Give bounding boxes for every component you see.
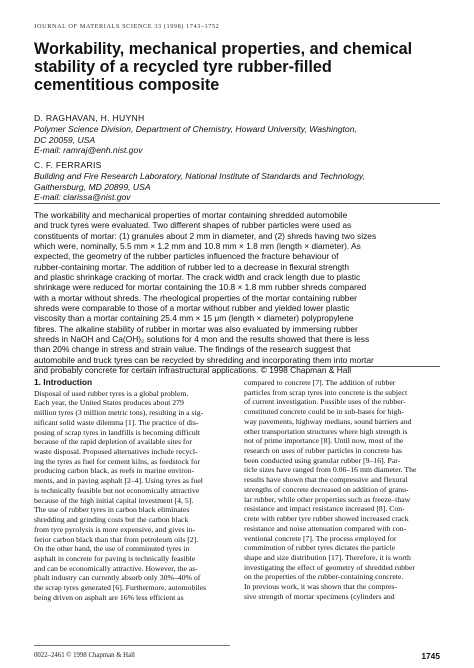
abstract-line: and probably concrete for certain infrastructural applications. © 1998 Chapman & Hall [34,365,352,376]
body-line: research on uses of rubber particles in concrete has [244,446,402,456]
body-line: ferior carbon black than that from petroleum oils [2]. [34,534,199,544]
body-line: compared to concrete [7]. The addition of rubber [244,378,396,387]
body-line: of current investigation. Possible uses of the rubber- [244,397,406,407]
abstract-line: shreds in NaOH and Ca(OH)₂ solutions for 4 mon and the results showed that there is less [34,334,370,345]
body-line: million tyres (3 million metric tons), resulting in a sig- [34,408,204,418]
body-line: constituted concrete could be in sub-bases for high- [244,407,404,417]
author-group [34,160,440,203]
paper-title [34,40,440,94]
body-line: Each year, the United States produces about 279 [34,398,184,408]
body-line: posing of scrap tyres in landfills is becoming difficult [34,427,201,437]
body-line: and can be economically attractive. However, the as- [34,563,198,573]
section-heading: 1. Introduction [34,377,93,387]
abstract-line: shrinkage were reduced for mortar containing the 10.8 × 1.8 mm rubber shreds compared [34,282,367,293]
author-group [34,113,440,156]
abstract-top-rule [34,203,440,204]
footer-rule [34,645,230,646]
author-affiliation: Building and Fire Research Laboratory, National Institute of Standards and Technology, [34,171,365,182]
abstract-line: constituents of mortar: (1) granules about 2 mm in diameter, and (2) shreds having two sizes [34,230,377,241]
body-line: because of the high initial capital investment [4, 5]. [34,495,194,505]
abstract-line: fibres. The alkaline stability of rubber in mortar was also evaluated by immersing rubber [34,323,358,334]
abstract-line: and plastic shrinkage cracking of mortar. The crack width and crack length due to plastic [34,272,361,283]
author-email: E-mail: ramraj@enh.nist.gov [34,145,143,156]
abstract-line: shreds were comparable to those of a mortar without rubber and yielded lower plastic [34,303,350,314]
title-line: cementitious composite [34,76,220,94]
author-affiliation: Polymer Science Division, Department of Chemistry, Howard University, Washington, [34,124,357,135]
body-column-right [244,378,440,602]
body-line: asphalt in concrete for paving is technically feasible [34,553,196,563]
body-line: on the properties of the rubber-containing concrete. [244,572,404,582]
abstract-line: viscosity than a mortar containing 25.4 mm × 15 μm (length × diameter) polypropylene [34,313,354,324]
body-line: ments, and in paving asphalt [2–4]. Using tyres as fuel [34,476,203,486]
page-number: 1745 [421,651,440,661]
body-line: being driven on asphalt are 16% less efficient as [34,592,184,602]
body-line: Disposal of used rubber tyres is a global problem. [34,388,189,398]
body-line: particles from scrap tyres into concrete is the subject [244,387,408,397]
abstract-line: which were, nominally, 5.5 mm × 1.2 mm and 10.8 mm × 1.8 mm (length × diameter). As [34,241,361,252]
body-line: shape and size distribution [17]. Therefore, it is worth [244,552,411,562]
body-line: from tyre pyrolysis is more expensive, and gives in- [34,524,196,534]
body-line: sive strength of mortar specimens (cylinders and [244,591,395,601]
abstract-line: and truck tyres were evaluated. Two different shapes of rubber particles were used as [34,220,352,231]
body-line: phalt industry can currently absorb only 30%–40% of [34,573,201,583]
body-line: shredding and grinding costs but the carbon black [34,515,189,525]
author-names: D. RAGHAVAN, H. HUYNH [34,113,145,123]
body-line: ventional concrete [7]. The process employed for [244,533,397,543]
body-line: ing the tyres as fuel for cement kilns, as feedstock for [34,456,200,466]
body-line: resistance and noise attenuation compared with con- [244,523,407,533]
body-line: investigating the effect of geometry of shredded rubber [244,562,415,572]
body-line: way pavements, highway medians, sound barriers and [244,416,412,426]
body-line: producing carbon black, as reefs in marine environ- [34,466,195,476]
body-line: other transportation structures where high strength is [244,426,408,436]
body-line: because of the rapid depletion of available sites for [34,437,192,447]
copyright-footer: 0022–2461 © 1998 Chapman & Hall [34,652,135,659]
abstract-line: with a mortar without shreds. The rheological properties of the mortar containing rubber [34,292,357,303]
body-line: the scrap tyres generated [6]. Furthermore, automobiles [34,583,207,593]
body-line: In previous work, it was shown that the compres- [244,582,398,592]
body-line: lar rubber, while other properties such as freeze–thaw [244,494,411,504]
body-line: not of prime importance [8]. Until now, most of the [244,436,404,446]
body-line: The use of rubber tyres in carbon black eliminates [34,505,190,515]
body-line: resistance and impact resistance increased [8]. Con- [244,504,405,514]
body-line: crete with rubber tyre rubber showed increased crack [244,514,409,524]
author-affiliation: DC 20059, USA [34,134,96,145]
title-line: stability of a recycled tyre rubber-filled [34,58,332,76]
body-line: is technically feasible but not economically attractive [34,485,200,495]
author-names: C. F. FERRARIS [34,160,102,170]
author-affiliation: Gaithersburg, MD 20899, USA [34,181,151,192]
body-line: nificant solid waste dilemma [1]. The practice of dis- [34,417,199,427]
body-line: On the other hand, the use of comminuted tyres in [34,544,190,554]
body-line: been conducted using granular rubber [9–16]. Par- [244,455,401,465]
body-line: comminution of rubber tyres dictates the particle [244,543,396,553]
abstract [34,210,440,376]
title-line: Workability, mechanical properties, and chemical [34,40,413,58]
body-line: waste disposal. Proposed alternatives include recycl- [34,447,198,457]
body-line: results have shown that the compressive and flexural [244,475,408,485]
abstract-line: expected, the geometry of the rubber particles influenced the fracture behaviour of [34,251,339,262]
body-column-left [34,378,230,603]
abstract-line: The workability and mechanical properties of mortar containing shredded automobile [34,210,348,220]
abstract-bottom-rule [34,366,440,367]
body-line: ticle sizes have ranged from 0.06–16 mm diameter. The [244,465,417,475]
author-email: E-mail: clarissa@nist.gov [34,192,131,203]
abstract-line: automobile and truck tyres can be recycled by shredding and incorporating them into mortar [34,354,374,365]
abstract-line: rubber-containing mortar. The addition of rubber led to a decrease in flexural strength [34,261,350,272]
body-line: strengths of concrete decreased on addition of granu- [244,484,409,494]
journal-header: JOURNAL OF MATERIALS SCIENCE 33 (1998) 1743–1752 [34,23,220,30]
abstract-line: than 20% change in stress and strain value. The findings of the research suggest that [34,344,351,355]
